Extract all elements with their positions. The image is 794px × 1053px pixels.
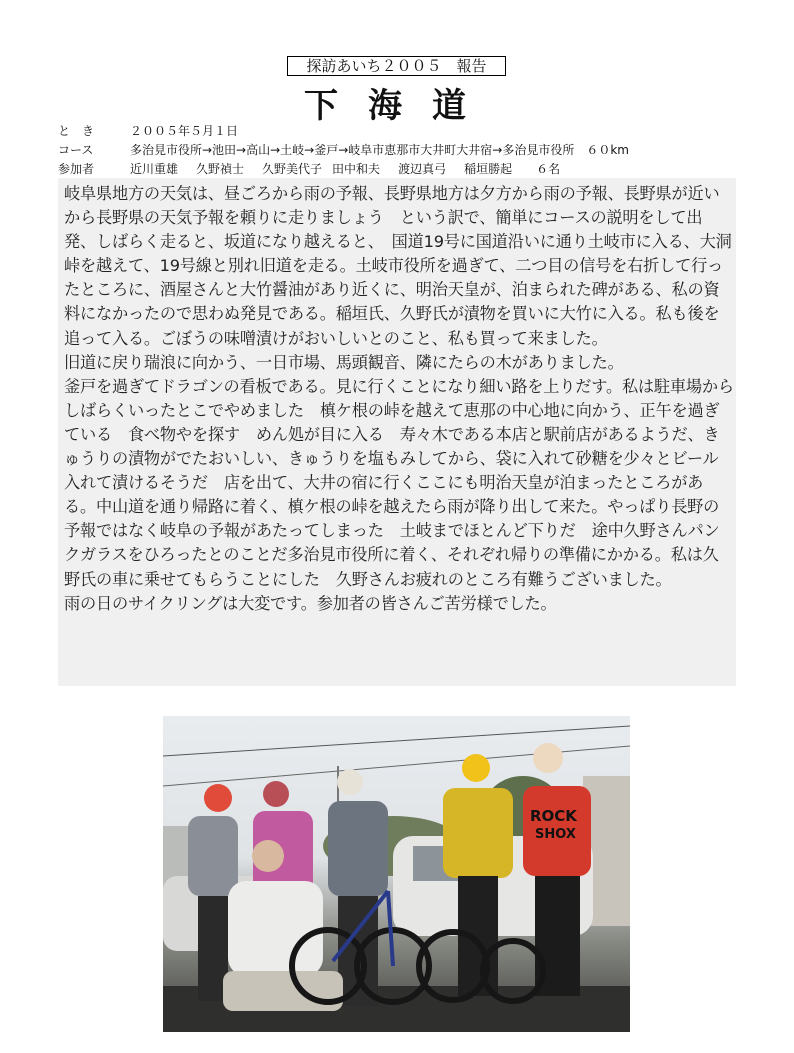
body-paragraph: 旧道に戻り瑞浪に向かう、一日市場、馬頭観音、隣にたらの木がありました。 [64, 352, 624, 372]
participant-name: 久野美代子 [262, 162, 323, 176]
report-body [64, 182, 734, 616]
body-paragraph: 雨の日のサイクリングは大変です。参加者の皆さんご苦労様でした。 [64, 593, 557, 613]
participant-name: 田中和夫 [332, 162, 381, 176]
meta-course-row [58, 142, 629, 158]
meta-participants-row [58, 161, 560, 177]
jersey-text: ROCK [530, 807, 577, 825]
report-header-box [287, 56, 506, 76]
participants-label: 参加者 [58, 162, 95, 176]
participant-name: 久野禎士 [196, 162, 245, 176]
course-value: 多治見市役所→池田→高山→土岐→釜戸→岐阜市恵那市大井町大井宿→多治見市役所 ６０km [130, 143, 629, 157]
course-label: コース [58, 143, 94, 157]
report-header-text: 探訪あいち２００５ 報告 [306, 57, 487, 75]
body-paragraph: 釜戸を過ぎてドラゴンの看板である。見に行くことになり細い路を上りだす。私は駐車場からしばらくいったとこでやめました 槙ケ根の峠を越えて恵那の中心地に向かう、正午を過ぎている 食べ物やを探す めん処が目に入る 寿々木である本店と駅前店があるようだ、きゅうりの漬物がでたおいしい、きゅうりを塩もみしてから、袋に入れて砂糖を少々とビール入れて漬けるそうだ 店を出て、大井の宿に行くここにも明治天皇が泊まったところがある。中山道を通り帰路に着く、槙ケ根の峠を越えたら雨が降り出して来た。やっぱり長野の予報ではなく岐阜の予報があたってしまった 土岐までほとんど下りだ 途中久野さんパンクガラスをひろったとのことだ多治見市役所に着く、それぞれ帰りの準備にかかる。私は久野氏の車に乗せてもらうことにした 久野さんお疲れのところ有難うございました。 [64, 376, 734, 589]
meta-date-row [58, 123, 238, 139]
page-title: 下海道 [304, 86, 496, 126]
group-photo-illustration [163, 716, 630, 1032]
participant-name: 稲垣勝起 [464, 162, 513, 176]
participant-count: ６名 [536, 162, 561, 176]
date-value: ２００５年５月１日 [130, 124, 239, 138]
participant-name: 近川重雄 [130, 162, 179, 176]
body-paragraph: 岐阜県地方の天気は、昼ごろから雨の予報、長野県地方は夕方から雨の予報、長野県が近いから長野県の天気予報を頼りに走りましょう という訳で、簡単にコースの説明をして出発、しばらく走ると、坂道になり越えると、 国道19号に国道沿いに通り土岐市に入る、大洞峠を越えて、19号線と別れ旧道を走る。土岐市役所を過ぎて、二つ目の信号を右折して行ったところに、酒屋さんと大竹醤油があり近くに、明治天皇が、泊まられた碑がある、私の資料になかったので思わぬ発見である。稲垣氏、久野氏が漬物を買いに大竹に入る。私も後を追って入る。ごぼうの味噌漬けがおいしいとのこと、私も買って来ました。 [64, 184, 732, 348]
participant-name: 渡辺真弓 [398, 162, 447, 176]
group-photo [163, 716, 630, 1032]
jersey-text: SHOX [535, 827, 576, 842]
date-label: と き [58, 124, 95, 138]
